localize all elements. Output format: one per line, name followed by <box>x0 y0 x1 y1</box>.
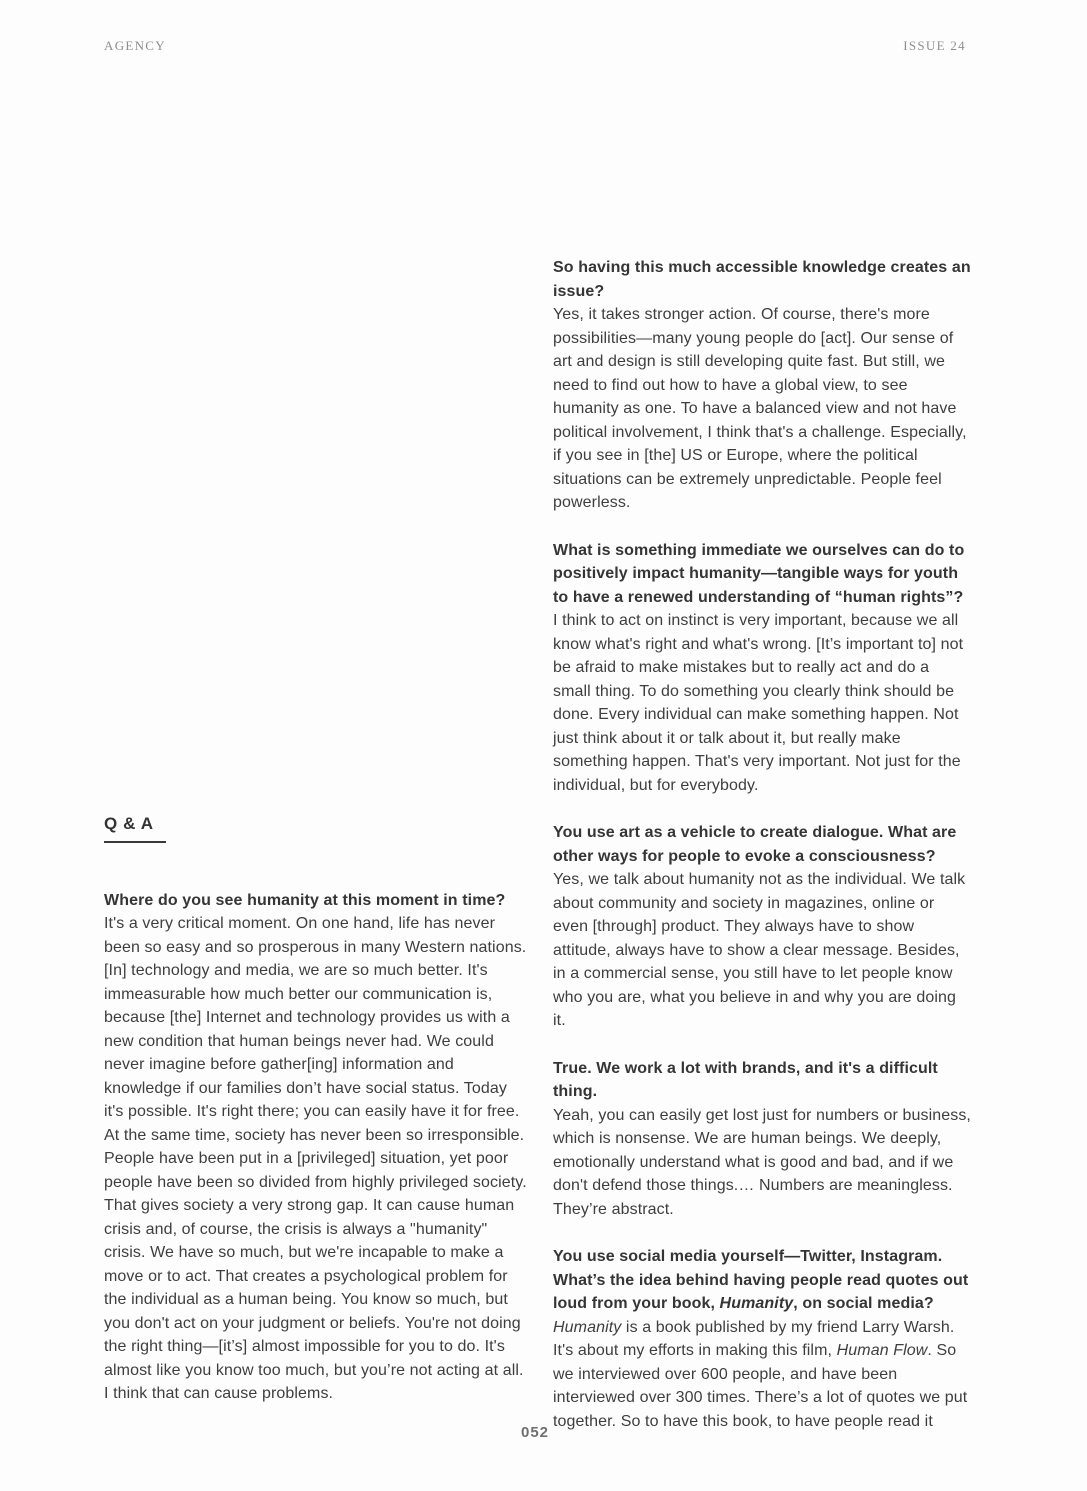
section-heading-qa: Q & A <box>104 812 166 843</box>
qa-question: Where do you see humanity at this moment in time? <box>104 891 506 909</box>
qa-answer: I think to act on instinct is very important, because we all know what's right and what's wrong. [It’s important to] not be afraid to make mistakes but to really act and do a small thing. To do something you clearly think should be done. Every individual can make something happen. Not just think about it or talk about it, but really make something happen. That's very important. Not just for the individual, but for everybody. <box>553 612 964 794</box>
publication-name: AGENCY <box>104 38 166 53</box>
right-column <box>553 256 971 1433</box>
page-footer <box>104 1424 966 1441</box>
qa-answer: It's a very critical moment. On one hand, life has never been so easy and so prosperous in many Western nations. [In] technology and media, we are so much better. It's immeasurable how much better our communication is, because [the] Internet and technology provides us with a new condition that human beings never had. We could never imagine before gather[ing] information and knowledge if our families don’t have social status. Today it's possible. It's right there; you can easily have it for free. At the same time, society has never been so irresponsible. People have been put in a [privileged] situation, yet poor people have been so divided from highly privileged society. That gives society a very strong gap. It can cause human crisis and, of course, the crisis is always a "humanity" crisis. We have so much, but we're incapable to make a move or to act. That creates a psychological problem for the individual as a human being. You know so much, but you don't act on your judgment or beliefs. You're not doing the right thing—[it’s] almost impossible for you to do. It's almost like you know too much, but you’re not acting at all. I think that can cause problems. <box>104 915 527 1402</box>
left-column <box>104 812 528 1406</box>
qa-answer: Yes, we talk about humanity not as the individual. We talk about community and society in magazines, online or even [through] product. They always have to show attitude, always have to show a clear message. Besides, in a commercial sense, you still have to let people know who you are, what you believe in and why you are doing it. <box>553 871 966 1029</box>
qa-block-immediate-impact <box>553 539 971 798</box>
qa-question: So having this much accessible knowledge creates an issue? <box>553 259 971 300</box>
qa-answer: Yes, it takes stronger action. Of course, there's more possibilities—many young people do [act]. Our sense of art and design is still developing quite fast. But still, we need to find out how to have a global view, to see humanity as one. To have a balanced view and not have political involvement, I think that's a challenge. Especially, if you see in [the] US or Europe, where the political situations can be extremely unpredictable. People feel powerless. <box>553 306 967 511</box>
qa-block-brands <box>553 1057 971 1222</box>
qa-question: You use social media yourself—Twitter, Instagram. What’s the idea behind having people read quotes out loud from your book, Humanity, on social media? <box>553 1248 969 1312</box>
qa-question: You use art as a vehicle to create dialogue. What are other ways for people to evoke a consciousness? <box>553 824 957 865</box>
qa-block-humanity-moment <box>104 889 528 1406</box>
qa-answer: Yeah, you can easily get lost just for numbers or business, which is nonsense. We are human beings. We deeply, emotionally understand what is good and bad, and if we don't defend those things.… Numbers are meaningless. They’re abstract. <box>553 1106 971 1218</box>
qa-block-accessible-knowledge <box>553 256 971 515</box>
qa-block-social-media <box>553 1245 971 1433</box>
qa-question: True. We work a lot with brands, and it's a difficult thing. <box>553 1059 938 1100</box>
qa-block-art-as-vehicle <box>553 821 971 1033</box>
page-number: 052 <box>520 1424 550 1441</box>
qa-answer: Humanity is a book published by my friend Larry Warsh. It's about my efforts in making this film, Human Flow. So we interviewed over 600 people, and have been interviewed over 300 times. There’s a lot of quotes we put together. So to have this book, to have people read it <box>553 1318 968 1430</box>
page-header <box>104 38 966 54</box>
qa-question: What is something immediate we ourselves can do to positively impact humanity—tangible ways for youth to have a renewed understanding of “human rights”? <box>553 541 965 606</box>
issue-number: ISSUE 24 <box>903 38 966 53</box>
